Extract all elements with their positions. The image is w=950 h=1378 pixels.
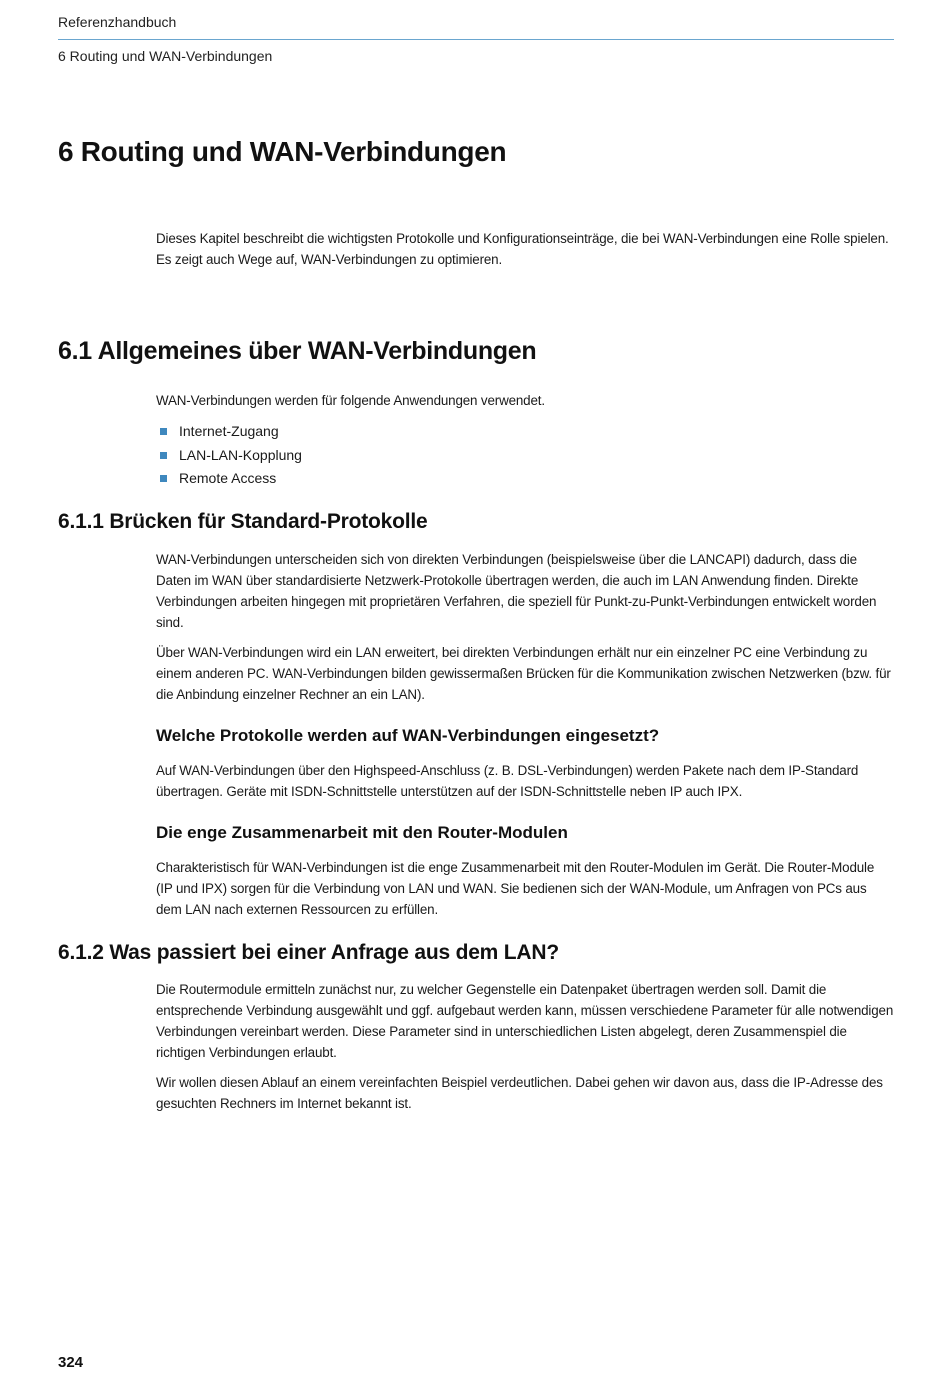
- router-modules-paragraph: Charakteristisch für WAN-Verbindungen ist die enge Zusammenarbeit mit den Router-Modulen im Gerät. Die Router-Module (IP und IPX) sorgen für die Verbindung von LAN und WAN. Sie bedienen sich der WAN-Module, um Anfragen von PCs aus dem LAN nach externen Ressourcen zu erfüllen.: [156, 860, 875, 917]
- section-6-1-text: WAN-Verbindungen werden für folgende Anwendungen verwendet.: [156, 393, 545, 408]
- bullet-square-icon: [160, 428, 167, 435]
- list-item: Remote Access: [160, 467, 302, 491]
- running-header: [58, 12, 894, 66]
- subheading-protocols: Welche Protokolle werden auf WAN-Verbindungen eingesetzt?: [156, 726, 660, 745]
- protocols-paragraph: Auf WAN-Verbindungen über den Highspeed-Anschluss (z. B. DSL-Verbindungen) werden Pakete nach dem IP-Standard übertragen. Geräte mit ISDN-Schnittstelle unterstützen auf der ISDN-Schnittstelle neben IP auch IPX.: [156, 763, 859, 799]
- section-6-1-heading: 6.1 Allgemeines über WAN-Verbindungen: [58, 337, 537, 365]
- header-manual-title: Referenzhandbuch: [58, 14, 177, 30]
- section-6-1-1-paragraph-1: WAN-Verbindungen unterscheiden sich von direkten Verbindungen (beispielsweise über die LANCAPI) dadurch, dass die Daten im WAN über standardisierte Netzwerk-Protokolle übertragen werden, die auch im LAN Anwendung finden. Direkte Verbindungen arbeiten hingegen mit proprietären Verfahren, die speziell für Punkt-zu-Punkt-Verbindungen entwickelt worden sind.: [156, 552, 877, 630]
- section-6-1-2-paragraph-1: Die Routermodule ermitteln zunächst nur, zu welcher Gegenstelle ein Datenpaket übertragen werden soll. Damit die entsprechende Verbindung ausgewählt und ggf. aufgebaut werden kann, müssen verschiedene Parameter für alle notwendigen Verbindungen vereinbart werden. Diese Parameter sind in unterschiedlichen Listen abgelegt, deren Zusammenspiel die richtigen Verbindungen erlaubt.: [156, 982, 894, 1060]
- header-chapter-title: 6 Routing und WAN-Verbindungen: [58, 48, 273, 64]
- section-6-1-2-heading: 6.1.2 Was passiert bei einer Anfrage aus dem LAN?: [58, 941, 559, 964]
- list-item: Internet-Zugang: [160, 420, 302, 444]
- chapter-heading: 6 Routing und WAN-Verbindungen: [58, 136, 507, 167]
- page-number: 324: [58, 1354, 84, 1371]
- chapter-intro: Dieses Kapitel beschreibt die wichtigsten Protokolle und Konfigurationseinträge, die bei WAN-Verbindungen eine Rolle spielen. Es zeigt auch Wege auf, WAN-Verbindungen zu optimieren.: [156, 231, 889, 267]
- application-list: [160, 420, 302, 491]
- subheading-router-modules: Die enge Zusammenarbeit mit den Router-Modulen: [156, 823, 568, 842]
- section-6-1-2-paragraph-2: Wir wollen diesen Ablauf an einem vereinfachten Beispiel verdeutlichen. Dabei gehen wir davon aus, dass die IP-Adresse des gesuchten Rechners im Internet bekannt ist.: [156, 1075, 883, 1111]
- bullet-square-icon: [160, 475, 167, 482]
- section-6-1-1-paragraph-2: Über WAN-Verbindungen wird ein LAN erweitert, bei direkten Verbindungen erhält nur ein einzelner PC eine Verbindung zu einem anderen PC. WAN-Verbindungen bilden gewissermaßen Brücken für die Kommunikation zwischen Netzwerken (bzw. für die Anbindung einzelner Rechner an ein LAN).: [156, 645, 891, 702]
- list-item: LAN-LAN-Kopplung: [160, 444, 302, 468]
- section-6-1-1-heading: 6.1.1 Brücken für Standard-Protokolle: [58, 510, 428, 533]
- header-divider: [58, 39, 894, 40]
- bullet-square-icon: [160, 452, 167, 459]
